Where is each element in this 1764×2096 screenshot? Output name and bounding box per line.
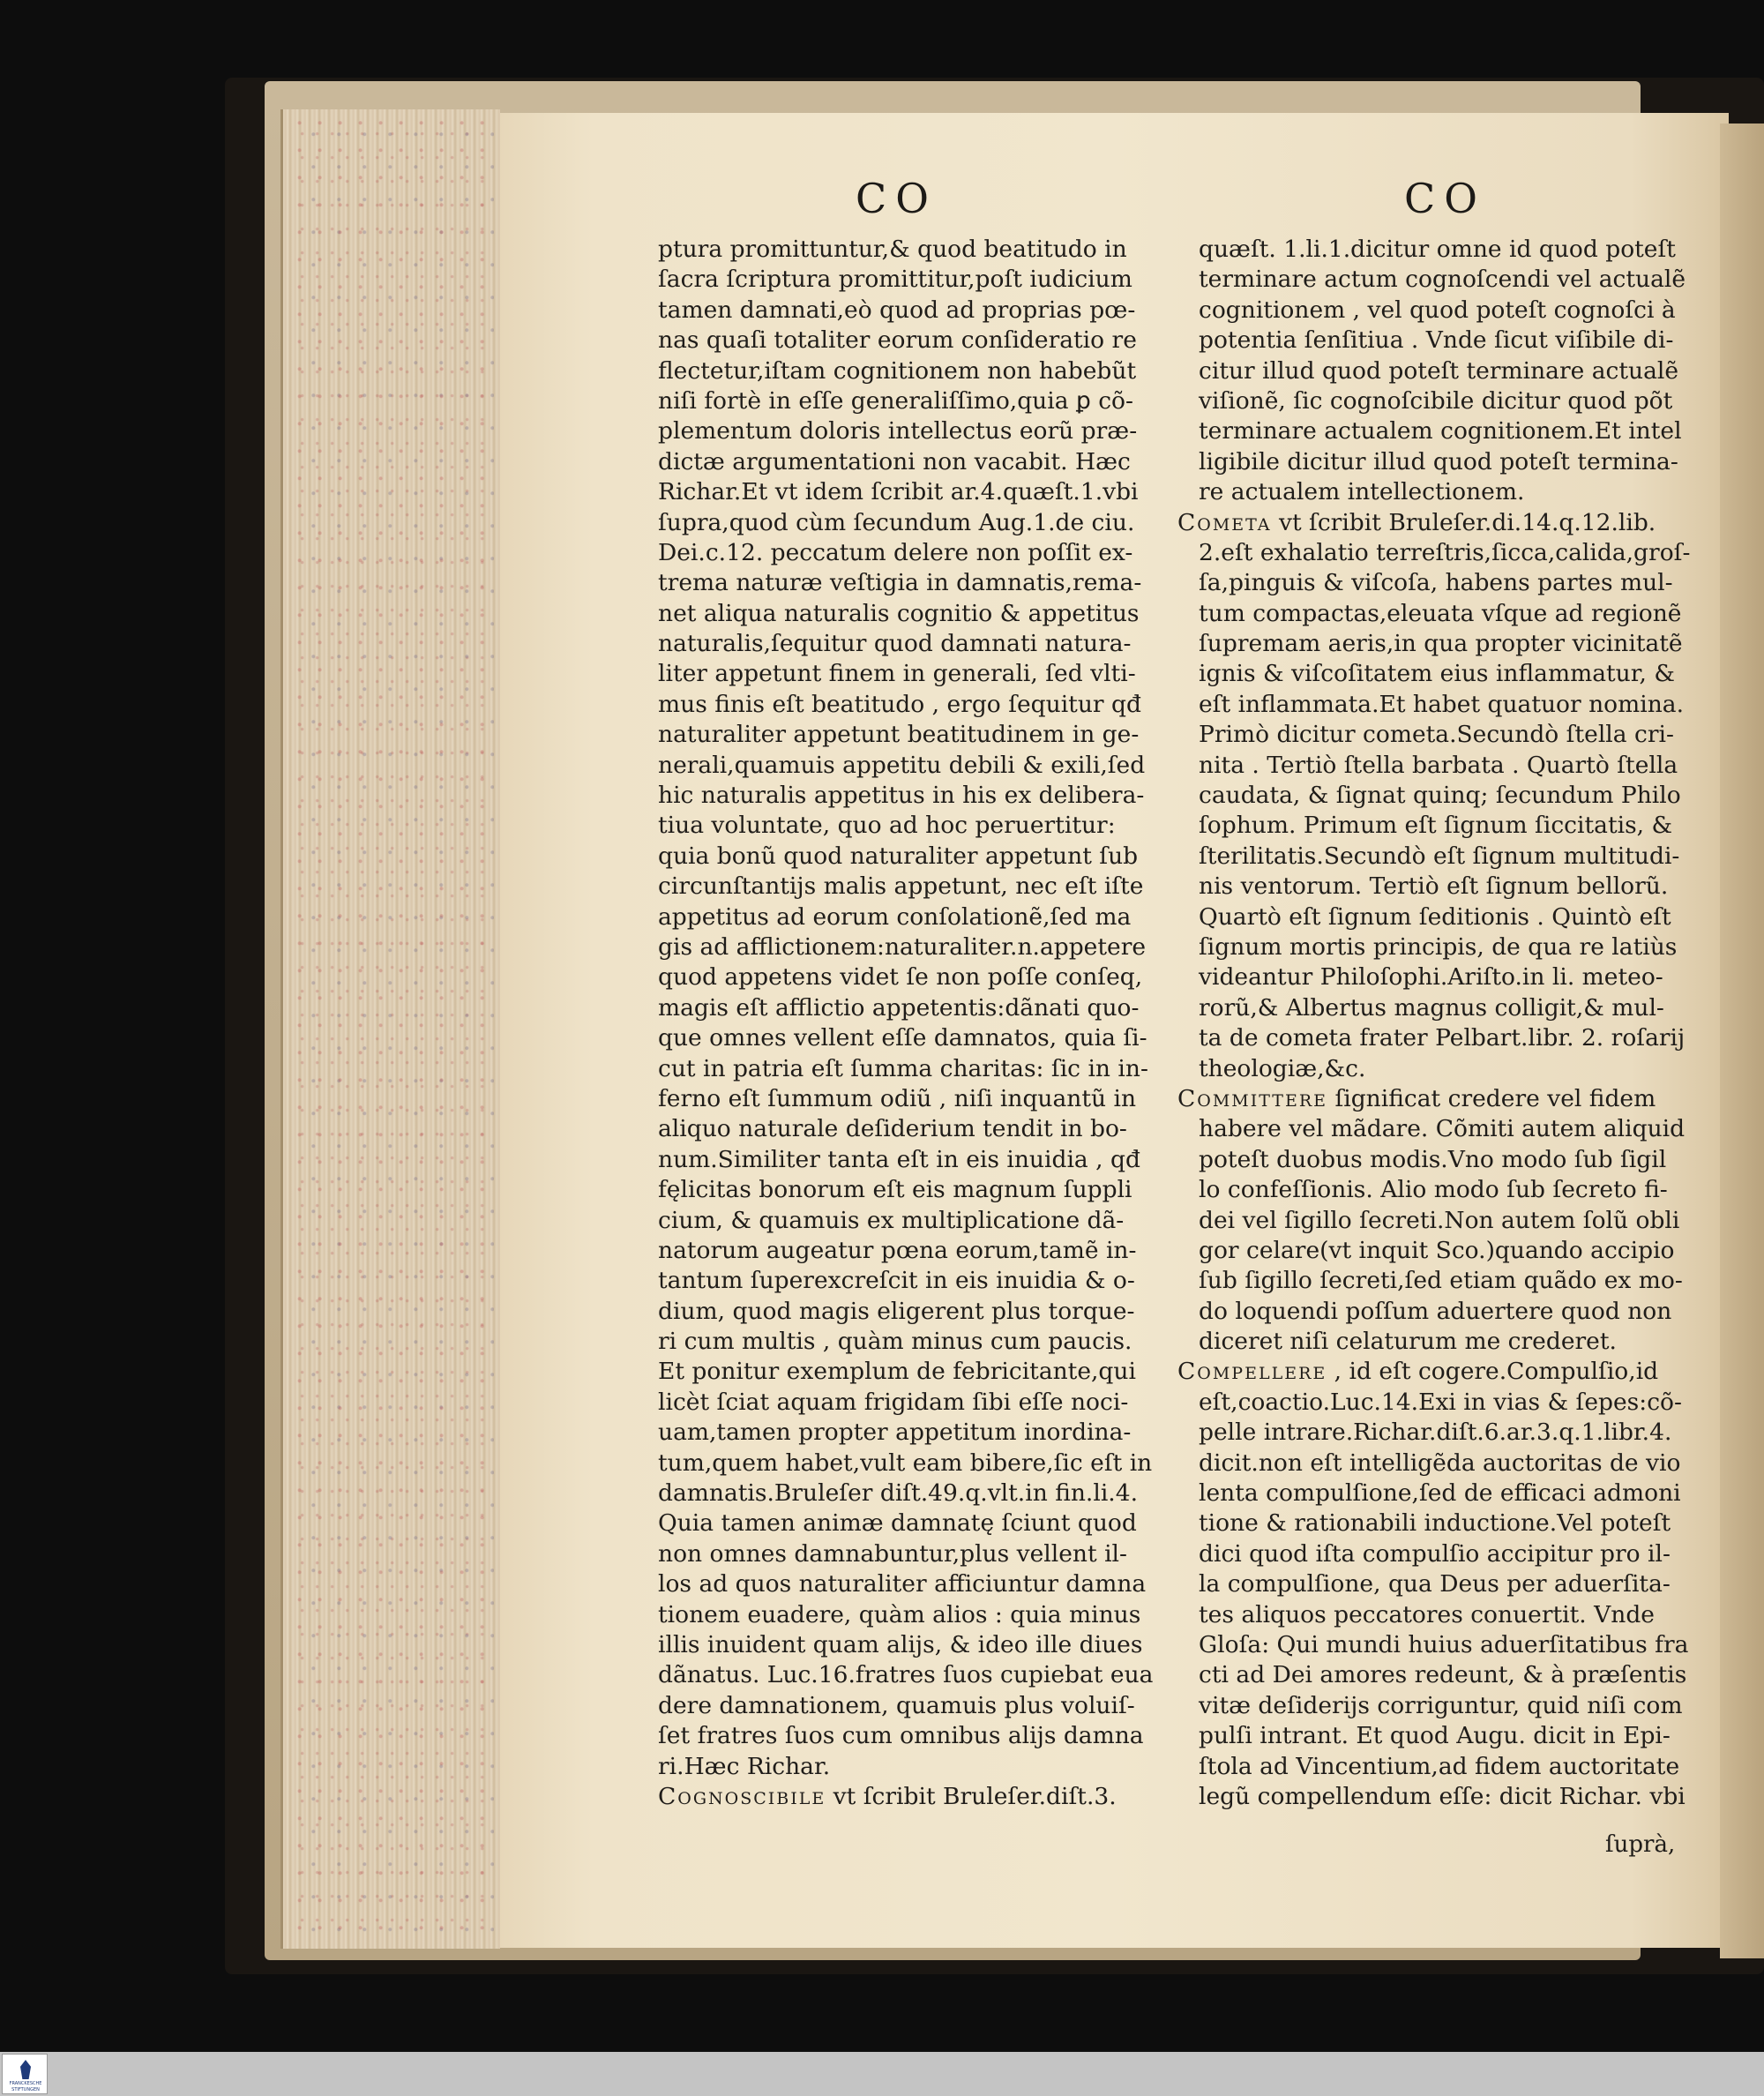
text-line xyxy=(1177,720,1698,750)
text-line xyxy=(1177,1266,1698,1296)
line-text: citur illud quod poteſt terminare actualẽ xyxy=(1199,356,1679,385)
line-text: do loquendi poſſum aduertere quod non xyxy=(1199,1297,1672,1325)
lemma-headword: Cognoscibile xyxy=(658,1782,826,1810)
line-text: lenta compulſione,ſed de efficaci admoni xyxy=(1199,1479,1681,1508)
text-line xyxy=(1177,599,1698,629)
text-line xyxy=(1177,1448,1698,1478)
logo-text-line1: FRANCKESCHE xyxy=(9,2081,42,2086)
text-line xyxy=(1177,1297,1698,1327)
text-line xyxy=(1177,962,1698,992)
text-line: tantum ſuperexcreſcit in eis inuidia & o- xyxy=(658,1267,1135,1295)
line-text: tione & rationabili inductione.Vel poteſt xyxy=(1199,1509,1671,1538)
lemma-text: vt ſcribit Bruleſer.diſt.3. xyxy=(826,1782,1117,1810)
text-line xyxy=(1177,447,1698,477)
text-line xyxy=(1177,1054,1698,1084)
line-text: vitæ deſiderijs corriguntur, quid niſi com xyxy=(1199,1691,1683,1719)
line-text: dici quod iſta compulſio accipitur pro il- xyxy=(1199,1539,1671,1568)
text-line xyxy=(1177,235,1698,265)
line-text: ſignificat credere vel fidem xyxy=(1327,1084,1656,1112)
line-text: re actualem intellectionem. xyxy=(1199,478,1525,506)
line-text: rorũ,& Albertus magnus colligit,& mul- xyxy=(1199,993,1664,1022)
text-line xyxy=(1177,386,1698,416)
text-line: dere damnationem, quamuis plus voluiſ- xyxy=(658,1691,1135,1719)
line-text: legũ compellendum eſſe: dicit Richar. vbi xyxy=(1199,1782,1686,1810)
text-line xyxy=(1177,538,1698,568)
text-line xyxy=(1177,296,1698,326)
text-line: fęlicitas bonorum eſt eis magnum ſuppli xyxy=(658,1176,1132,1204)
text-line: mus finis eſt beatitudo , ergo ſequitur qđ xyxy=(658,690,1141,718)
text-line xyxy=(1177,781,1698,811)
text-line: que omnes vellent eſſe damnatos, quia ſi- xyxy=(658,1024,1147,1052)
text-line xyxy=(1177,1175,1698,1205)
line-text: quæſt. 1.li.1.dicitur omne id quod poteſt xyxy=(1199,236,1676,263)
text-line xyxy=(1177,902,1698,932)
text-line xyxy=(1177,659,1698,689)
right-page-edge xyxy=(1720,124,1764,1958)
text-line: natorum augeatur pœna eorum,tamẽ in- xyxy=(658,1236,1137,1264)
line-text: ſupremam aeris,in qua propter vicinitatẽ xyxy=(1199,630,1683,658)
text-line: Dei.c.12. peccatum delere non poſſit ex- xyxy=(658,538,1133,566)
text-line: ſupra,quod cùm ſecundum Aug.1.de ciu. xyxy=(658,508,1135,536)
text-line: Richar.Et vt idem ſcribit ar.4.quæſt.1.vbi xyxy=(658,478,1139,506)
lemma-headword: Compellere xyxy=(1177,1358,1327,1386)
text-line: quia bonũ quod naturaliter appetunt ſub xyxy=(658,842,1139,870)
text-line: Et ponitur exemplum de febricitante,qui xyxy=(658,1358,1136,1386)
text-line: appetitus ad eorum conſolationẽ,ſed ma xyxy=(658,902,1132,931)
line-text: dei vel ſigillo ſecreti.Non autem ſolũ obli xyxy=(1199,1206,1680,1234)
line-text: caudata, & ſignat quinq; ſecundum Philo xyxy=(1199,782,1681,810)
text-line: tum,quem habet,vult eam bibere,ſic eſt in xyxy=(658,1448,1153,1477)
text-line xyxy=(1177,1782,1698,1812)
text-line xyxy=(1177,1630,1698,1660)
text-line: illis inuident quam alijs, & ideo ille diues xyxy=(658,1630,1143,1658)
text-line: circunſtantijs malis appetunt, nec eſt iſte xyxy=(658,872,1144,901)
text-line xyxy=(1177,842,1698,872)
text-line xyxy=(1177,1145,1698,1175)
text-line: ferno eſt ſummum odiũ , niſi inquantũ in xyxy=(658,1084,1137,1112)
text-line: net aliqua naturalis cognitio & appetitus xyxy=(658,599,1140,627)
text-line: tiua voluntate, quo ad hoc peruertitur: xyxy=(658,812,1116,840)
text-line xyxy=(1177,1721,1698,1751)
line-text: Quartò eſt ſignum ſeditionis . Quintò eſt xyxy=(1199,902,1671,931)
line-text: pelle intrare.Richar.diſt.6.ar.3.q.1.libr.4. xyxy=(1199,1419,1672,1447)
line-text: nita . Tertiò ſtella barbata . Quartò ſtella xyxy=(1199,751,1678,779)
line-text: viſionẽ, ſic cognoſcibile dicitur quod põt xyxy=(1199,386,1673,415)
line-text: tes aliquos peccatores conuertit. Vnde xyxy=(1199,1600,1655,1628)
text-line: gis ad afflictionem:naturaliter.n.appetere xyxy=(658,932,1147,961)
text-line xyxy=(1177,1206,1698,1236)
text-line xyxy=(1177,1508,1698,1538)
text-line xyxy=(1177,1236,1698,1266)
text-line xyxy=(1177,1691,1698,1721)
text-line xyxy=(1177,568,1698,598)
lemma-line xyxy=(1177,508,1698,538)
text-line: ſet fratres ſuos cum omnibus alijs damna xyxy=(658,1722,1144,1750)
text-line xyxy=(1177,326,1698,356)
text-line: licèt ſciat aquam frigidam ſibi eſſe noci- xyxy=(658,1388,1129,1416)
text-line: ptura promittuntur,& quod beatitudo in xyxy=(658,236,1127,263)
line-text: cognitionem , vel quod poteſt cognoſci à xyxy=(1199,296,1676,324)
lemma-line xyxy=(1177,1357,1698,1387)
lemma-headword: Cometa xyxy=(1177,508,1272,536)
text-line: ri cum multis , quàm minus cum paucis. xyxy=(658,1328,1132,1356)
lemma-line xyxy=(658,1782,1178,1812)
text-line: dãnatus. Luc.16.fratres ſuos cupiebat eua xyxy=(658,1661,1154,1689)
text-line xyxy=(1177,811,1698,841)
text-line: dictæ argumentationi non vacabit. Hæc xyxy=(658,447,1131,475)
line-text: terminare actum cognoſcendi vel actualẽ xyxy=(1199,266,1686,294)
text-line xyxy=(1177,751,1698,781)
text-line: los ad quos naturaliter afficiuntur damna xyxy=(658,1570,1147,1598)
text-line: aliquo naturale deſiderium tendit in bo- xyxy=(658,1115,1127,1143)
line-text: , id eſt cogere.Compulſio,id xyxy=(1327,1358,1659,1386)
lemma-headword: Committere xyxy=(1177,1084,1328,1112)
logo-text-line2: STIFTUNGEN xyxy=(11,2087,40,2092)
text-line xyxy=(1177,356,1698,386)
line-text: pulſi intrant. Et quod Augu. dicit in Epi- xyxy=(1199,1722,1671,1750)
text-line: magis eſt afflictio appetentis:dãnati quo- xyxy=(658,993,1140,1022)
text-line: ſacra ſcriptura promittitur,poſt iudicium xyxy=(658,266,1132,294)
line-text: habere vel mãdare. Cõmiti autem aliquid xyxy=(1199,1115,1686,1143)
line-text: nis ventorum. Tertiò eſt ſignum bellorũ. xyxy=(1199,872,1669,901)
text-line xyxy=(1177,1023,1698,1053)
line-text: gor celare(vt inquit Sco.)quando accipio xyxy=(1199,1236,1675,1264)
line-text: tum compactas,eleuata vſque ad regionẽ xyxy=(1199,599,1682,627)
text-line: naturalis,ſequitur quod damnati natura- xyxy=(658,630,1132,658)
text-line xyxy=(1177,1539,1698,1569)
line-text: vt ſcribit Bruleſer.di.14.q.12.lib. xyxy=(1271,508,1656,536)
line-text: ſterilitatis.Secundò eſt ſignum multitudi- xyxy=(1199,842,1680,870)
line-text: ta de cometa frater Pelbart.libr. 2. roſarij xyxy=(1199,1024,1686,1052)
line-text: ſophum. Primum eſt ſignum ſiccitatis, & xyxy=(1199,812,1673,840)
line-text: videantur Philoſophi.Ariſto.in li. meteo- xyxy=(1199,963,1663,992)
text-line: non omnes damnabuntur,plus vellent il- xyxy=(658,1539,1127,1568)
line-text: lo confeſſionis. Alio modo ſub ſecreto fi- xyxy=(1199,1176,1668,1204)
line-text: ignis & viſcoſitatem eius inflammatur, & xyxy=(1199,660,1675,688)
text-line: hic naturalis appetitus in his ex delibera- xyxy=(658,782,1145,810)
text-line: nas quaſi totaliter eorum conſideratio re xyxy=(658,326,1137,355)
text-line xyxy=(1177,690,1698,720)
text-line: trema naturæ veſtigia in damnatis,rema- xyxy=(658,569,1142,597)
text-line xyxy=(1177,1478,1698,1508)
line-text: Primò dicitur cometa.Secundò ſtella cri- xyxy=(1199,721,1674,749)
text-line xyxy=(1177,416,1698,446)
text-line xyxy=(1177,1660,1698,1690)
text-line: naturaliter appetunt beatitudinem in ge- xyxy=(658,721,1140,749)
text-line xyxy=(1177,477,1698,507)
line-text: ſtola ad Vincentium,ad fidem auctoritate xyxy=(1199,1752,1680,1780)
text-line xyxy=(1177,932,1698,962)
text-line: tionem euadere, quàm alios : quia minus xyxy=(658,1600,1141,1628)
text-column-left xyxy=(658,235,1178,1812)
line-text: poteſt duobus modis.Vno modo ſub ſigil xyxy=(1199,1145,1667,1173)
catchword: ſuprà, xyxy=(1605,1831,1676,1858)
line-text: 2.eſt exhalatio terreſtris,ſicca,calida,groſ- xyxy=(1199,538,1691,566)
text-line xyxy=(1177,1388,1698,1418)
line-text: ſub ſigillo ſecreti,ſed etiam quãdo ex mo- xyxy=(1199,1267,1683,1295)
text-line xyxy=(1177,1752,1698,1782)
text-line xyxy=(1177,1418,1698,1448)
sprinkled-edge-decoration xyxy=(295,115,494,1941)
text-line: damnatis.Bruleſer diſt.49.q.vlt.in fin.li.4. xyxy=(658,1479,1139,1508)
text-line xyxy=(1177,629,1698,659)
running-head-left: CO xyxy=(856,175,938,222)
text-line: cut in patria eſt ſumma charitas: ſic in in- xyxy=(658,1054,1148,1082)
line-text: potentia ſenſitiua . Vnde ſicut viſibile di- xyxy=(1199,326,1674,355)
viewer-footer-bar xyxy=(0,2052,1764,2096)
text-line: Quia tamen animæ damnatę ſciunt quod xyxy=(658,1509,1137,1538)
text-line: uam,tamen propter appetitum inordina- xyxy=(658,1419,1132,1447)
text-line xyxy=(1177,1327,1698,1357)
text-line: nerali,quamuis appetitu debili & exili,ſed xyxy=(658,751,1146,779)
line-text: dicit.non eſt intelligẽda auctoritas de vio xyxy=(1199,1448,1681,1477)
text-line: liter appetunt finem in generali, ſed vlti- xyxy=(658,660,1136,688)
line-text: terminare actualem cognitionem.Et intel xyxy=(1199,417,1682,445)
text-line: dium, quod magis eligerent plus torque- xyxy=(658,1297,1135,1325)
library-logo[interactable] xyxy=(2,2054,48,2094)
text-line xyxy=(1177,872,1698,902)
library-emblem-icon xyxy=(20,2060,31,2079)
running-head-right: CO xyxy=(1404,175,1486,222)
line-text: cti ad Dei amores redeunt, & à præſentis xyxy=(1199,1661,1687,1689)
text-line xyxy=(1177,265,1698,295)
line-text: ligibile dicitur illud quod poteſt termina- xyxy=(1199,447,1678,475)
lemma-line xyxy=(1177,1084,1698,1114)
line-text: la compulſione, qua Deus per aduerſita- xyxy=(1199,1570,1671,1598)
text-line: cium, & quamuis ex multiplicatione dã- xyxy=(658,1206,1125,1234)
line-text: ſignum mortis principis, de qua re latiùs xyxy=(1199,932,1678,961)
text-line: quod appetens videt ſe non poſſe conſeq, xyxy=(658,963,1143,992)
text-line: plementum doloris intellectus eorũ præ- xyxy=(658,417,1138,445)
line-text: Gloſa: Qui mundi huius aduerſitatibus fra xyxy=(1199,1630,1689,1658)
line-text: ſa,pinguis & viſcoſa, habens partes mul- xyxy=(1199,569,1673,597)
line-text: diceret niſi celaturum me crederet. xyxy=(1199,1328,1617,1356)
text-line: niſi fortè in eſſe generaliſſimo,quia ꝑ cõ- xyxy=(658,386,1133,415)
text-line: flectetur,iſtam cognitionem non habebũt xyxy=(658,356,1137,385)
text-line xyxy=(1177,993,1698,1023)
text-line xyxy=(1177,1600,1698,1630)
text-line xyxy=(1177,1114,1698,1144)
line-text: eſt,coactio.Luc.14.Exi in vias & ſepes:cõ- xyxy=(1199,1388,1682,1416)
line-text: eſt inflammata.Et habet quatuor nomina. xyxy=(1199,690,1685,718)
text-line: num.Similiter tanta eſt in eis inuidia , qđ xyxy=(658,1145,1140,1173)
text-line xyxy=(1177,1569,1698,1599)
text-line: tamen damnati,eò quod ad proprias pœ- xyxy=(658,296,1136,324)
text-column-right xyxy=(1177,235,1698,1812)
text-line: ri.Hæc Richar. xyxy=(658,1752,831,1780)
line-text: theologiæ,&c. xyxy=(1199,1054,1366,1082)
